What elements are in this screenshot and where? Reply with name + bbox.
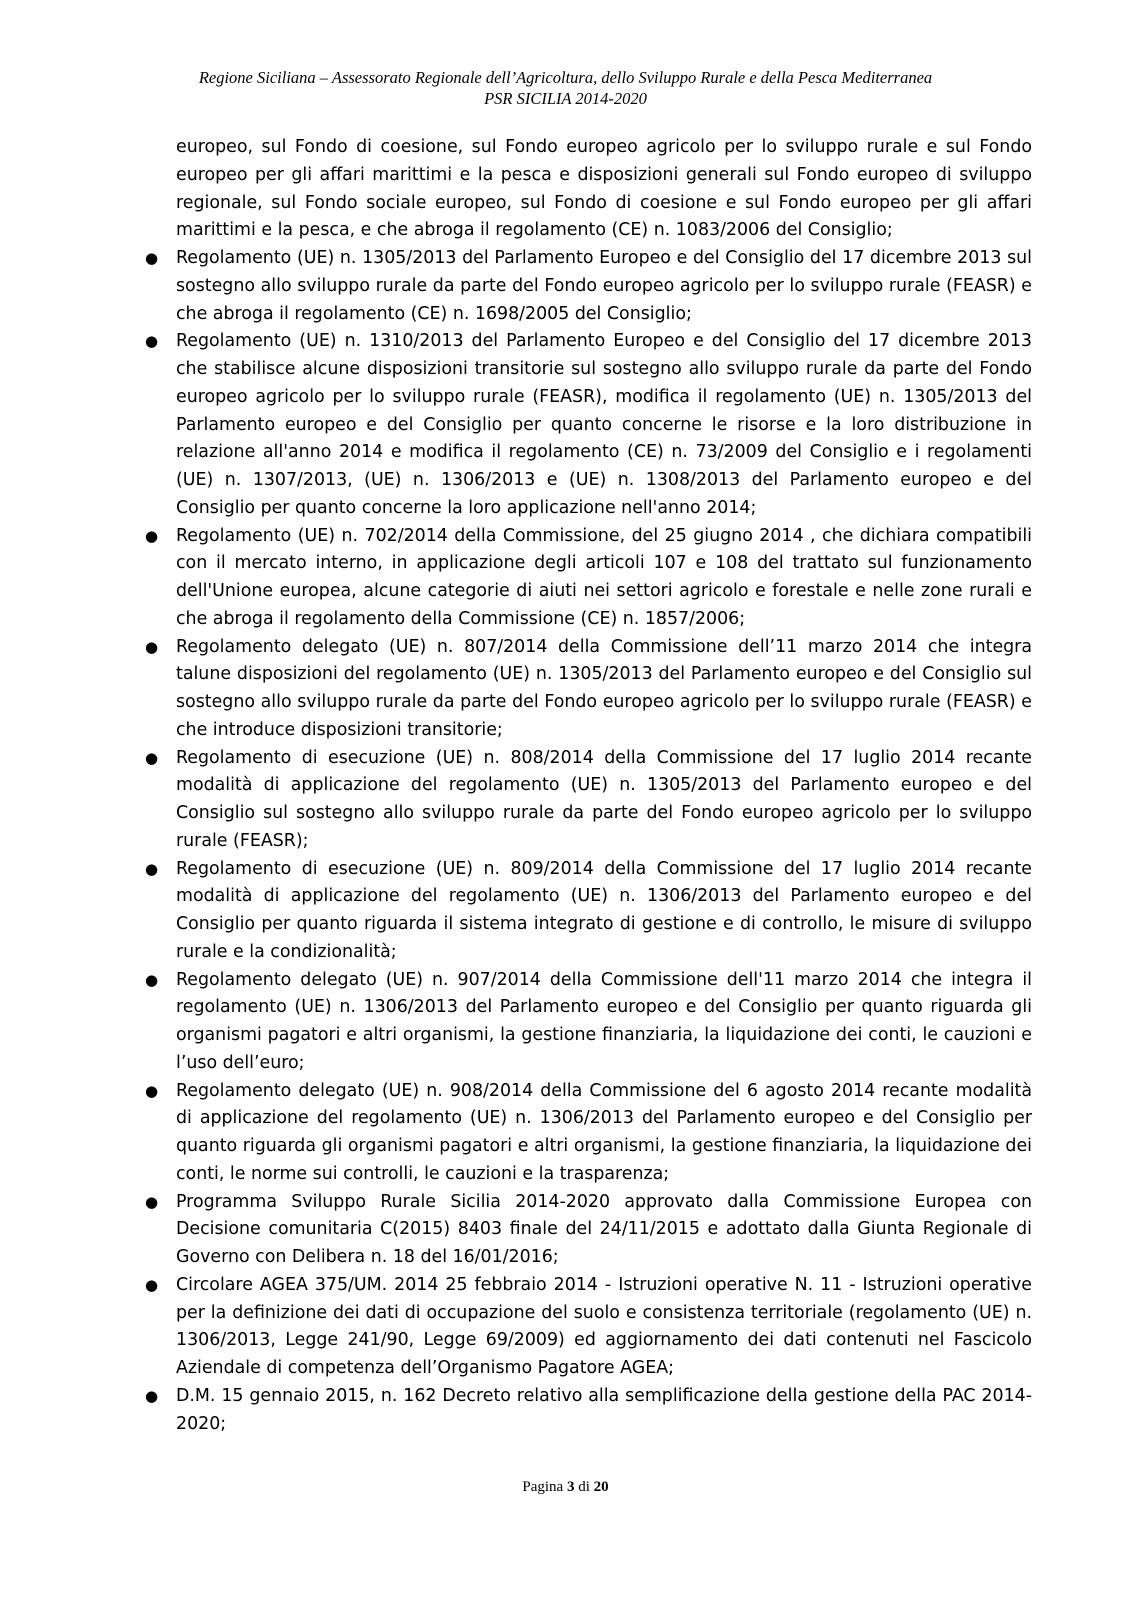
bullet-icon: ● [145, 1275, 159, 1294]
list-item-text: Regolamento (UE) n. 702/2014 della Commissione, del 25 giugno 2014 , che dichiara compatibili con il mercato interno, in applicazione degli articoli 107 e 108 del trattato sul funzionamento dell'Unione europea, alcune categorie di aiuti nei settori agricolo e forestale e nelle zone rurali e che abroga il regolamento della Commissione (CE) n. 1857/2006; [176, 525, 1032, 629]
list-item-text: Regolamento (UE) n. 1310/2013 del Parlamento Europeo e del Consiglio del 17 dicembre 2013 che stabilisce alcune disposizioni transitorie sul sostegno allo sviluppo rurale da parte del Fondo europeo agricolo per lo sviluppo rurale (FEASR), modifica il regolamento (UE) n. 1305/2013 del Parlamento europeo e del Consiglio per quanto concerne le risorse e la loro distribuzione in relazione all'anno 2014 e modifica il regolamento (CE) n. 73/2009 del Consiglio e i regolamenti (UE) n. 1307/2013, (UE) n. 1306/2013 e (UE) n. 1308/2013 del Parlamento europeo e del Consiglio per quanto concerne la loro applicazione nell'anno 2014; [176, 331, 1032, 518]
list-item-text: Regolamento delegato (UE) n. 908/2014 della Commissione del 6 agosto 2014 recante modalità di applicazione del regolamento (UE) n. 1306/2013 del Parlamento europeo e del Consiglio per quanto riguarda gli organismi pagatori e altri organismi, la gestione finanziaria, la liquidazione dei conti, le norme sui controlli, le cauzioni e la trasparenza; [176, 1080, 1032, 1184]
list-item-text: Regolamento di esecuzione (UE) n. 808/2014 della Commissione del 17 luglio 2014 recante modalità di applicazione del regolamento (UE) n. 1305/2013 del Parlamento europeo e del Consiglio sul sostegno allo sviluppo rurale da parte del Fondo europeo agricolo per lo sviluppo rurale (FEASR); [176, 747, 1032, 851]
page-footer [0, 1479, 1131, 1496]
list-item-text: D.M. 15 gennaio 2015, n. 162 Decreto relativo alla semplificazione della gestione della PAC 2014-2020; [176, 1385, 1032, 1434]
bullet-icon: ● [145, 526, 159, 545]
list-item-text: Regolamento delegato (UE) n. 907/2014 della Commissione dell'11 marzo 2014 che integra il regolamento (UE) n. 1306/2013 del Parlamento europeo e del Consiglio per quanto riguarda gli organismi pagatori e altri organismi, la gestione finanziaria, la liquidazione dei conti, le cauzioni e l’uso dell’euro; [176, 969, 1032, 1073]
list-item [145, 1078, 1032, 1189]
page-header [0, 67, 1131, 109]
header-institution: Regione Siciliana – Assessorato Regionale dell’Agricoltura, dello Sviluppo Rurale e della Pesca Mediterranea [198, 68, 933, 87]
current-page-number: 3 [566, 1479, 575, 1495]
bullet-icon: ● [145, 970, 159, 989]
bullet-icon: ● [145, 332, 159, 351]
bullet-icon: ● [145, 859, 159, 878]
intro-paragraph: europeo, sul Fondo di coesione, sul Fondo europeo agricolo per lo sviluppo rurale e sul Fondo europeo per gli affari marittimi e la pesca e disposizioni generali sul Fondo europeo di sviluppo regionale, sul Fondo sociale europeo, sul Fondo di coesione e sul Fondo europeo per gli affari marittimi e la pesca, e che abroga il regolamento (CE) n. 1083/2006 del Consiglio; [176, 137, 1032, 241]
page-separator: di [578, 1479, 590, 1495]
regulation-list [145, 245, 1032, 1438]
list-item [145, 523, 1032, 634]
list-item [145, 1383, 1032, 1439]
list-item [145, 745, 1032, 856]
header-program: PSR SICILIA 2014-2020 [484, 89, 647, 108]
list-item-text: Regolamento (UE) n. 1305/2013 del Parlamento Europeo e del Consiglio del 17 dicembre 2013 sul sostegno allo sviluppo rurale da parte del Fondo europeo agricolo per lo sviluppo rurale (FEASR) e che abroga il regolamento (CE) n. 1698/2005 del Consiglio; [176, 248, 1032, 324]
list-item [145, 328, 1032, 522]
bullet-icon: ● [145, 249, 159, 267]
bullet-icon: ● [145, 1386, 159, 1405]
list-item [145, 1189, 1032, 1272]
bullet-icon: ● [145, 748, 159, 767]
list-item-text: Circolare AGEA 375/UM. 2014 25 febbraio 2014 - Istruzioni operative N. 11 - Istruzioni operative per la definizione dei dati di occupazione del suolo e consistenza territoriale (regolamento (UE) n. 1306/2013, Legge 241/90, Legge 69/2009) ed aggiornamento dei dati contenuti nel Fascicolo Aziendale di competenza dell’Organismo Pagatore AGEA; [176, 1274, 1032, 1378]
document-body [145, 134, 1032, 1438]
list-item-text: Programma Sviluppo Rurale Sicilia 2014-2020 approvato dalla Commissione Europea con Decisione comunitaria C(2015) 8403 finale del 24/11/2015 e adottato dalla Giunta Regionale di Governo con Delibera n. 18 del 16/01/2016; [176, 1191, 1032, 1267]
list-item [145, 1272, 1032, 1383]
list-item [145, 245, 1032, 328]
list-item [145, 967, 1032, 1078]
list-item [145, 856, 1032, 967]
list-item-text: Regolamento di esecuzione (UE) n. 809/2014 della Commissione del 17 luglio 2014 recante modalità di applicazione del regolamento (UE) n. 1306/2013 del Parlamento europeo e del Consiglio per quanto riguarda il sistema integrato di gestione e di controllo, le misure di sviluppo rurale e la condizionalità; [176, 858, 1032, 962]
list-item-text: Regolamento delegato (UE) n. 807/2014 della Commissione dell’11 marzo 2014 che integra talune disposizioni del regolamento (UE) n. 1305/2013 del Parlamento europeo e del Consiglio sul sostegno allo sviluppo rurale da parte del Fondo europeo agricolo per lo sviluppo rurale (FEASR) e che introduce disposizioni transitorie; [176, 636, 1032, 740]
bullet-icon: ● [145, 1192, 159, 1211]
bullet-icon: ● [145, 637, 159, 656]
list-item [145, 634, 1032, 745]
page-label: Pagina [522, 1479, 564, 1495]
bullet-icon: ● [145, 1081, 159, 1100]
total-page-count: 20 [593, 1479, 609, 1495]
